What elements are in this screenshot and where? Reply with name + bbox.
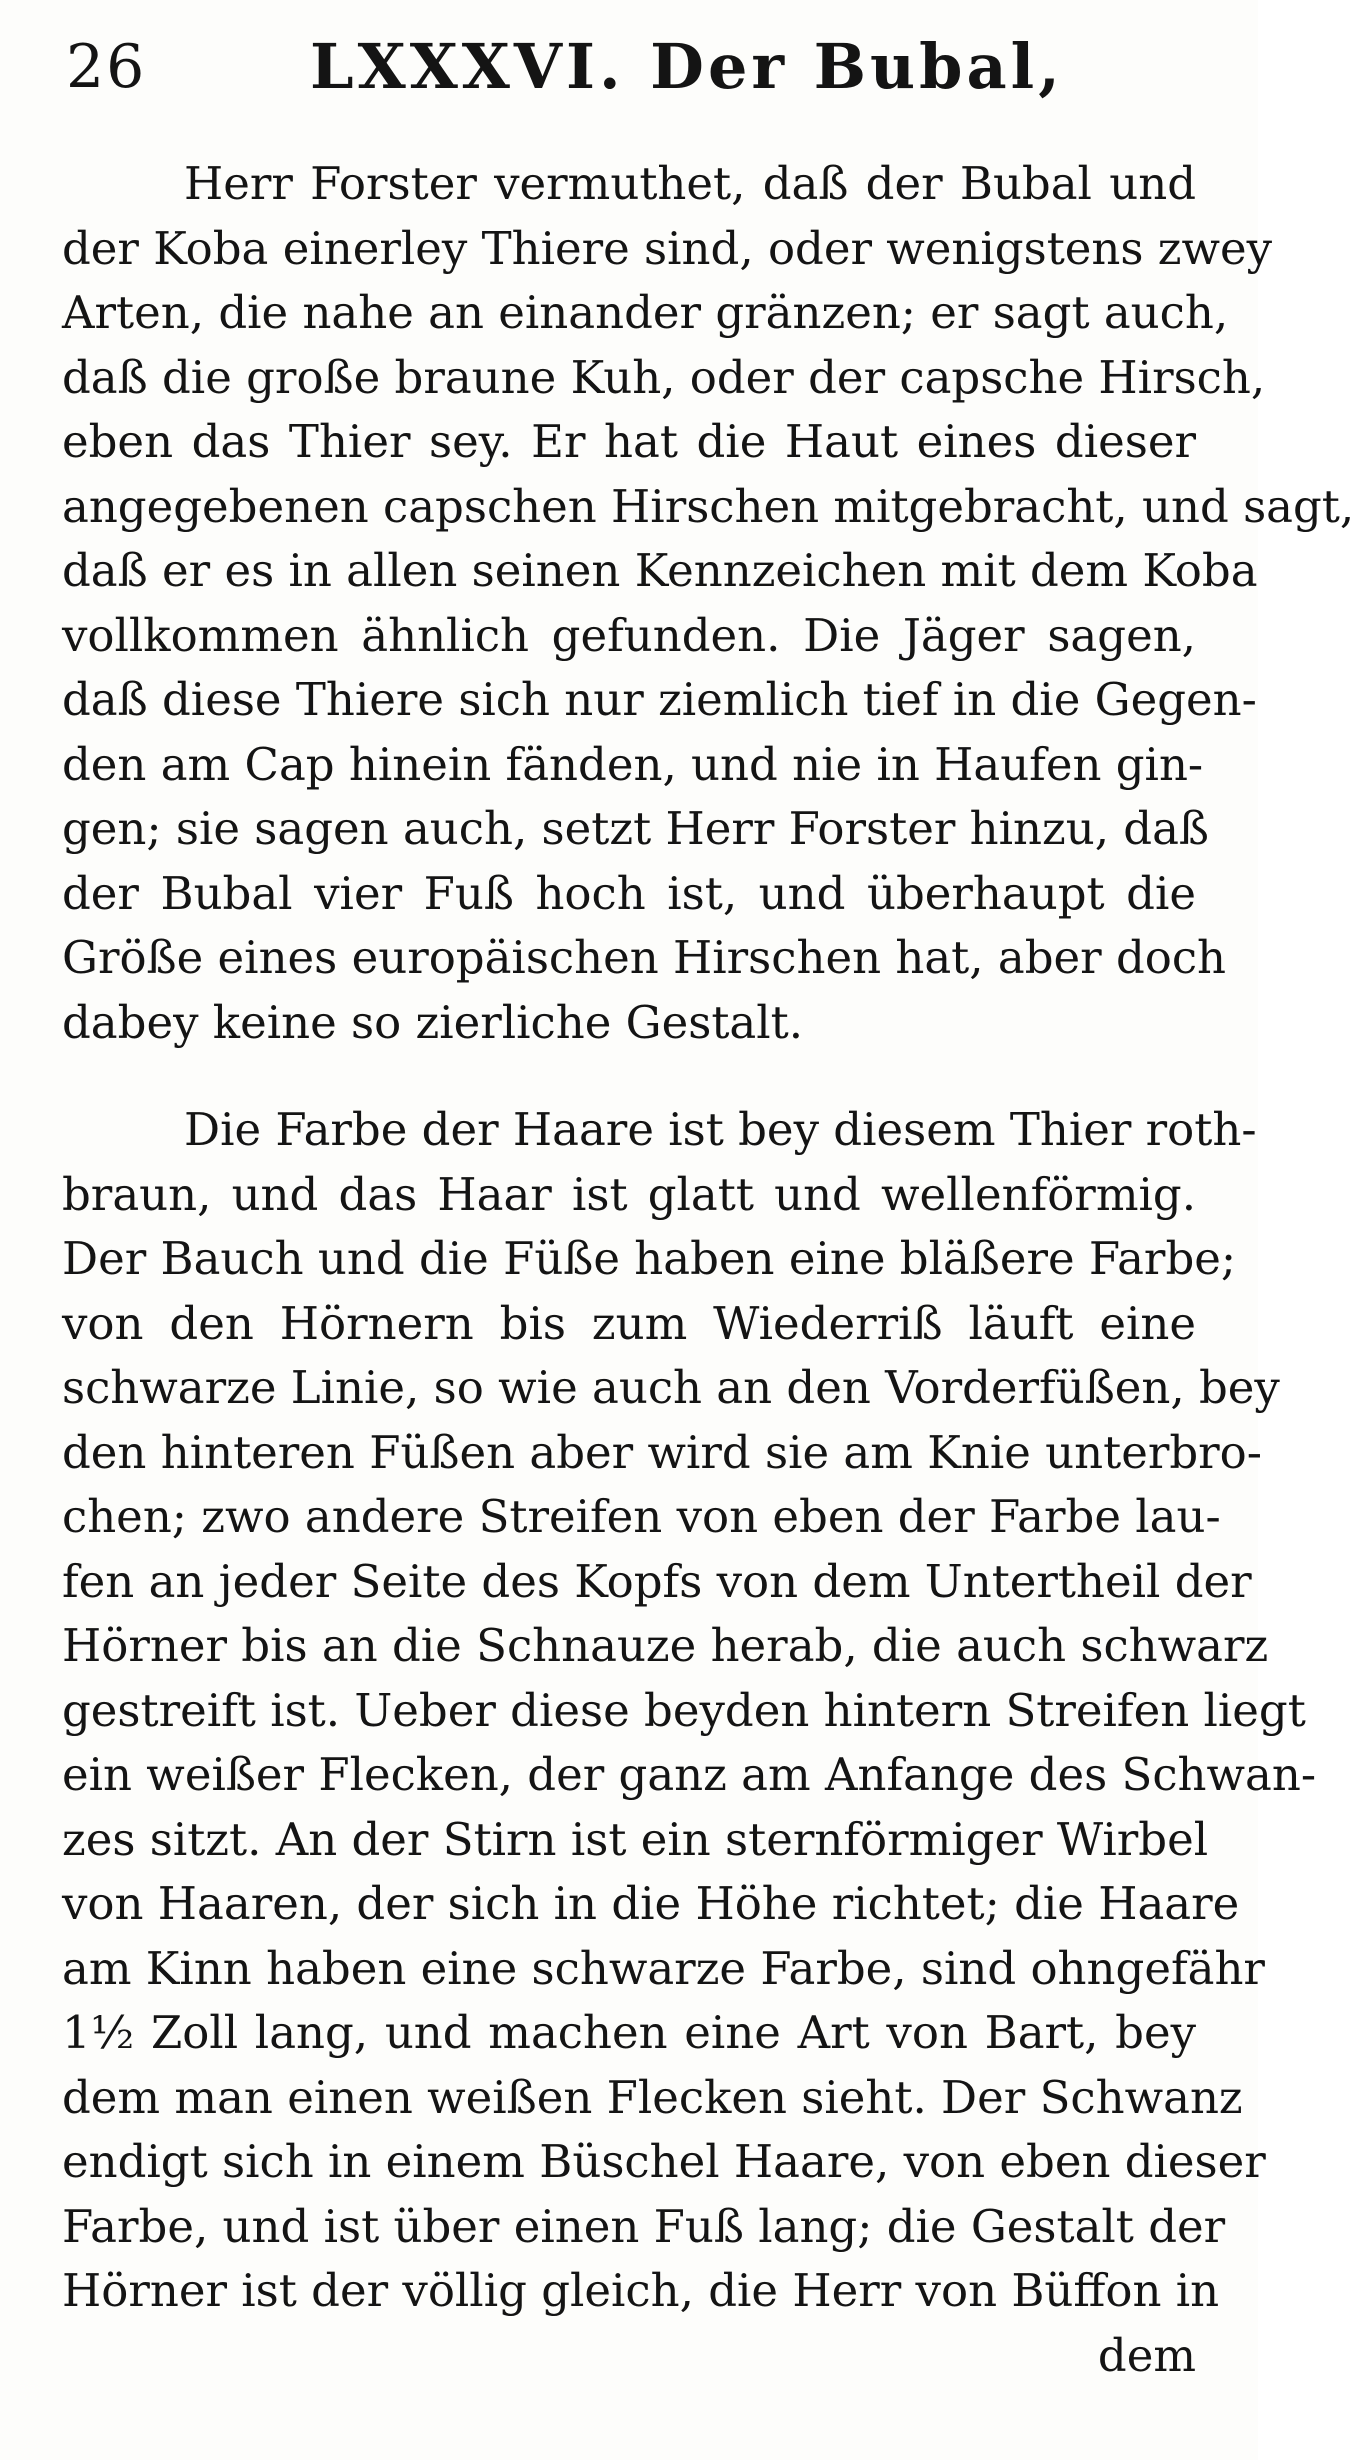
text-line: den hinteren Füßen aber wird sie am Knie unterbro- [62,1425,1262,1479]
text-line: Der Bauch und die Füße haben eine bläßere Farbe; [62,1232,1237,1285]
text-line: zes sitzt. An der Stirn ist ein sternförmiger Wirbel [62,1812,1209,1866]
text-line: endigt sich in einem Büschel Haare, von eben dieser [62,2135,1266,2188]
text-line: am Kinn haben eine schwarze Farbe, sind ohngefähr [62,1941,1265,1995]
text-line: gestreift ist. Ueber diese beyden hintern Streifen liegt [62,1683,1306,1737]
text-line: Hörner bis an die Schnauze herab, die auch schwarz [62,1619,1269,1672]
text-line: 1½ Zoll lang, und machen eine Art von Bart, bey [62,2006,1196,2059]
text-line: dabey keine so zierliche Gestalt. [62,995,804,1049]
running-head [60,22,1200,112]
paragraph-2 [62,1098,1317,2388]
text-line: Arten, die nahe an einander gränzen; er sagt auch, [62,286,1229,339]
text-line: Farbe, und ist über einen Fuß lang; die Gestalt der [62,2199,1226,2253]
text-line: dem man einen weißen Flecken sieht. Der Schwanz [62,2070,1243,2124]
text-line: daß er es in allen seinen Kennzeichen mit dem Koba [62,544,1258,597]
text-line: den am Cap hinein fänden, und nie in Haufen gin- [62,737,1204,791]
text-line: gen; sie sagen auch, setzt Herr Forster hinzu, daß [62,802,1209,855]
text-line: Hörner ist der völlig gleich, die Herr von Büffon in [62,2264,1220,2317]
text-line: schwarze Linie, so wie auch an den Vorderfüßen, bey [62,1361,1280,1414]
text-line: eben das Thier sey. Er hat die Haut eines dieser [62,415,1196,468]
text-line: von den Hörnern bis zum Wiederriß läuft eine [62,1296,1196,1350]
text-line: Herr Forster vermuthet, daß der Bubal und [184,157,1196,210]
text-line: der Bubal vier Fuß hoch ist, und überhaupt die [62,866,1196,920]
text-line: der Koba einerley Thiere sind, oder wenigstens zwey [62,221,1273,275]
catchword: dem [1097,2328,1196,2382]
text-line: braun, und das Haar ist glatt und wellenförmig. [62,1167,1196,1221]
text-line: vollkommen ähnlich gefunden. Die Jäger sagen, [62,608,1196,662]
page-number: 26 [66,32,147,102]
text-line: daß die große braune Kuh, oder der capsche Hirsch, [62,350,1266,404]
text-line: daß diese Thiere sich nur ziemlich tief in die Gegen- [62,673,1257,726]
text-line: chen; zwo andere Streifen von eben der Farbe lau- [62,1490,1221,1543]
text-line: fen an jeder Seite des Kopfs von dem Untertheil der [62,1554,1252,1608]
text-line: angegebenen capschen Hirschen mitgebracht, und sagt, [62,479,1354,533]
text-line: Größe eines europäischen Hirschen hat, aber doch [62,931,1227,984]
text-line: ein weißer Flecken, der ganz am Anfange des Schwan- [62,1748,1317,1801]
chapter-title: LXXXVI. Der Bubal, [310,30,1064,103]
text-line: Die Farbe der Haare ist bey diesem Thier roth- [184,1103,1257,1156]
text-line: von Haaren, der sich in die Höhe richtet; die Haare [62,1877,1240,1930]
paragraph-1 [62,152,1354,1055]
